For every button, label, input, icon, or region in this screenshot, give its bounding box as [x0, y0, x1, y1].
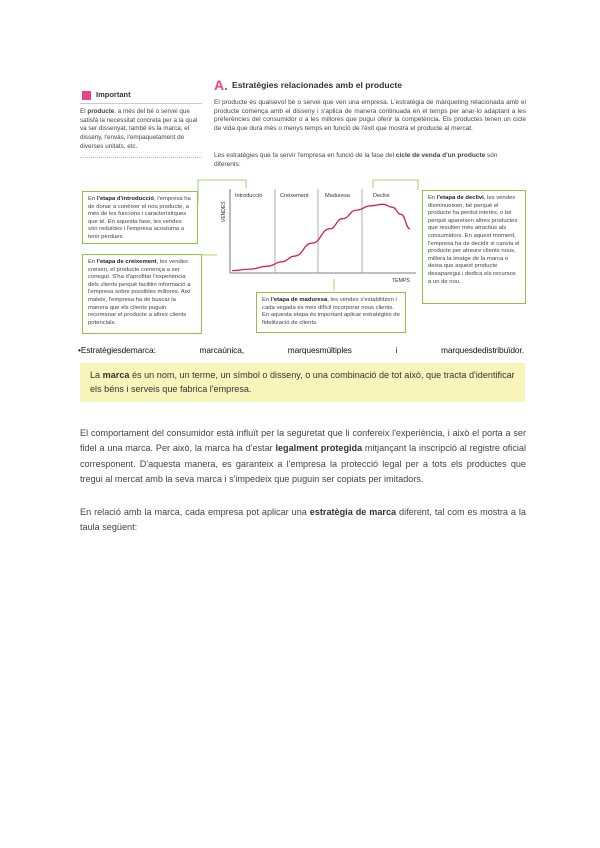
x-axis-label: TEMPS: [392, 278, 410, 284]
bullet-item-3: marquesdedistribuïdor.: [440, 345, 524, 355]
phase-label-declivi: Declivi: [373, 193, 390, 199]
phase-label-introduccio: Introducció: [235, 193, 263, 199]
sales-curve: [232, 204, 410, 270]
connector-declivi: [373, 180, 418, 190]
important-title: Important: [96, 90, 131, 99]
important-text: El producte, a més del bé o servei que satisfà la necessitat concreta per a la qual va ser dissenyat, també és la marca, el disseny, l'envàs, l'empaquetament de diverses unitats, etc.: [80, 108, 198, 150]
bullet-connector: i: [395, 345, 398, 355]
brand-definition-box: La marca és un nom, un terme, un símbol o disseny, o una combinació de tot això, que tracta d'identificar els béns i serveis que fabrica l'empresa.: [80, 363, 525, 402]
connector-introduccio: [198, 180, 246, 203]
bullet-label: •Estratègiesdemarca:: [78, 345, 156, 355]
section-paragraph-2: Les estratègies que fa servir l'empresa en funció de la fase del cicle de venda d'un producte són diferents:: [214, 152, 498, 168]
body-paragraph-1: El comportament del consumidor està influït per la seguretat que li confereix l'experiència, i això el porta a ser fidel a una marca. Per això, la marca ha d'estar legalment protegida mitjançant la inscripció al registre oficial corresponent. D'aquesta manera, es garanteix a l'empresa la protecció legal per a tots els productes que tregui al mercat amb la seva marca i s'impedeix que puguin ser copiats per imitadors.: [80, 428, 526, 484]
callout-creixement: En l'etapa de creixement, les vendes creixen, el producte comença a ser conegut. S'ha d'aprofitar l'experiència dels clients perquè facilitin informació a l'empresa sobre possibles millores. Així mateix, l'empresa ha de buscar la manera que els clients puguin recomanar el producte a altres clients potencials.: [82, 254, 202, 334]
phase-label-creixement: Creixement: [280, 193, 309, 199]
phase-label-maduresa: Maduresa: [325, 193, 350, 199]
section-letter: A.: [214, 77, 228, 93]
brand-strategies-bullet: [78, 345, 524, 355]
y-axis-label: VENDES: [221, 201, 227, 222]
callout-declivi: En l'etapa de declivi, les vendes disminueixen, bé perquè el producte ha perdut interès, o bé perquè apareixen altres productes que resulten més atractius als consumidors. En aquest moment, l'empresa ha de decidir si canvia el producte per atreure clients nous, millora la imatge de la marca o deixa que aquest producte desaparegui i dedica els recursos a un de nou.: [422, 190, 526, 304]
section-title: Estratègies relacionades amb el producte: [232, 80, 403, 90]
bullet-item-1: marcaúnica,: [199, 345, 244, 355]
callout-maduresa: En l'etapa de maduresa, les vendes s'estabilitzen i cada vegada és més difícil incorporar nous clients. En aquesta etapa és important aplicar estratègies de fidelització de clients.: [256, 292, 406, 333]
phase-separators: [275, 189, 362, 273]
callout-introduccio: En l'etapa d'introducció, l'empresa ha de donar a conèixer el nou producte, a més de les funcions i característiques que té. En aquesta fase, les vendes són reduïdes i l'empresa acostuma a tenir pèrdues.: [82, 191, 198, 244]
bullet-item-2: marquesmúltiples: [287, 345, 352, 355]
body-paragraph-2: En relació amb la marca, cada empresa pot aplicar una estratègia de marca diferent, tal com es mostra a la taula següent:: [80, 507, 526, 533]
section-paragraph-1: El producte és qualsevol bé o servei que ven una empresa. L'estratègia de màrqueting relacionada amb el producte comença amb el disseny i s'aplica de manera continuada en el temps per anar-lo adaptant a les preferències del consumidor o a les millores que pugui oferir la competència. Els productes tenen un cicle de vida que dura més o menys temps en funció de l'èxit que mostra el producte al mercat.: [214, 99, 526, 133]
